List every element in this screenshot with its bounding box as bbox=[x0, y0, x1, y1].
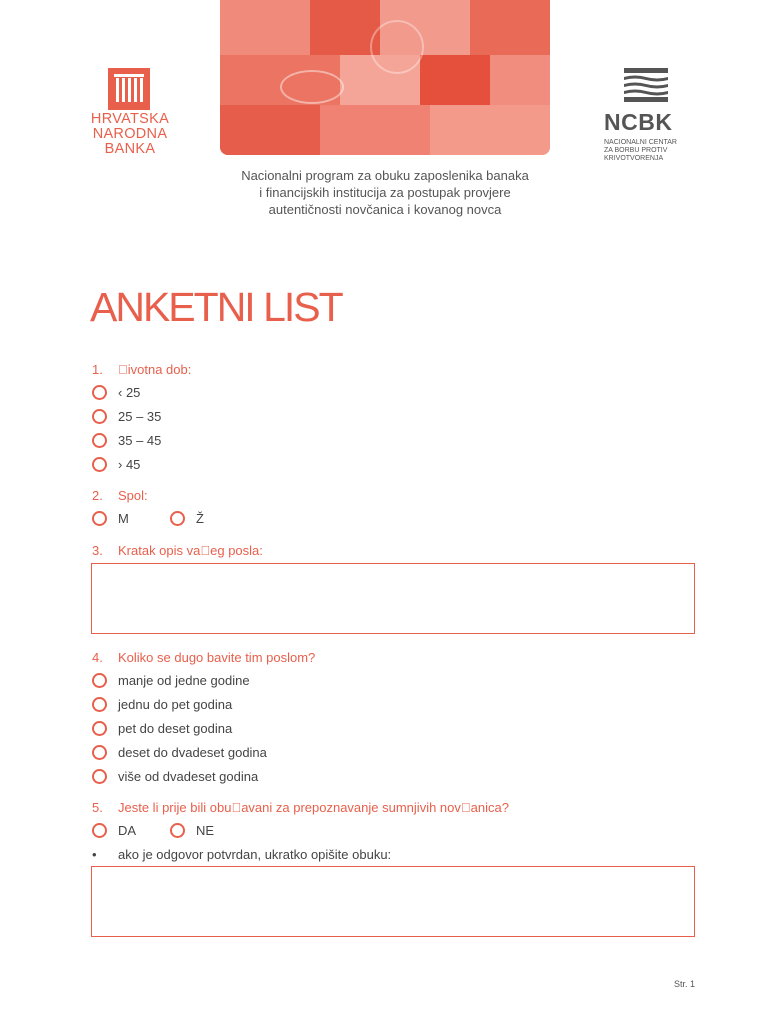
q4-option-2[interactable]: jednu do pet godina bbox=[92, 697, 232, 712]
radio-icon[interactable] bbox=[92, 511, 107, 526]
radio-icon[interactable] bbox=[92, 457, 107, 472]
hnb-name: HRVATSKA NARODNA BANKA bbox=[90, 111, 170, 157]
q5-followup: • ako je odgovor potvrdan, ukratko opišite obuku: bbox=[92, 847, 392, 862]
q2-option-z[interactable]: Ž bbox=[170, 511, 204, 526]
ncbk-logo bbox=[604, 68, 694, 163]
hnb-logo bbox=[86, 68, 196, 157]
q1-option-3[interactable]: 35 – 45 bbox=[92, 433, 161, 448]
radio-icon[interactable] bbox=[92, 721, 107, 736]
program-description: Nacionalni program za obuku zaposlenika banaka i financijskih institucija za postupak provjere autentičnosti novčanica i kovanog novca bbox=[241, 168, 529, 217]
training-description-field[interactable] bbox=[91, 866, 695, 937]
page-title: ANKETNI LIST bbox=[90, 284, 342, 330]
question-3: 3. Kratak opis va eg posla: bbox=[92, 543, 263, 558]
hnb-columns-icon bbox=[108, 68, 150, 110]
q4-option-1[interactable]: manje od jedne godine bbox=[92, 673, 250, 688]
radio-icon[interactable] bbox=[92, 823, 107, 838]
q4-option-5[interactable]: više od dvadeset godina bbox=[92, 769, 258, 784]
radio-icon[interactable] bbox=[92, 745, 107, 760]
job-description-field[interactable] bbox=[91, 563, 695, 634]
question-2: 2. Spol: bbox=[92, 488, 148, 503]
q2-option-m[interactable]: M bbox=[92, 511, 129, 526]
radio-icon[interactable] bbox=[92, 409, 107, 424]
q5-option-ne[interactable]: NE bbox=[170, 823, 214, 838]
question-1: 1.  ivotna dob: bbox=[92, 362, 192, 377]
radio-icon[interactable] bbox=[170, 823, 185, 838]
radio-icon[interactable] bbox=[170, 511, 185, 526]
q1-option-2[interactable]: 25 – 35 bbox=[92, 409, 161, 424]
radio-icon[interactable] bbox=[92, 433, 107, 448]
radio-icon[interactable] bbox=[92, 385, 107, 400]
q5-option-da[interactable]: DA bbox=[92, 823, 136, 838]
ncbk-title: NCBK bbox=[604, 109, 673, 135]
banknote-banner bbox=[220, 0, 550, 155]
q1-option-4[interactable]: › 45 bbox=[92, 457, 140, 472]
page-number: Str. 1 bbox=[673, 979, 695, 989]
radio-icon[interactable] bbox=[92, 769, 107, 784]
question-4: 4. Koliko se dugo bavite tim poslom? bbox=[92, 650, 316, 665]
q1-option-1[interactable]: ‹ 25 bbox=[92, 385, 140, 400]
ncbk-waves-icon bbox=[624, 68, 668, 102]
radio-icon[interactable] bbox=[92, 673, 107, 688]
radio-icon[interactable] bbox=[92, 697, 107, 712]
q4-option-4[interactable]: deset do dvadeset godina bbox=[92, 745, 267, 760]
ncbk-subtitle: NACIONALNI CENTAR ZA BORBU PROTIV KRIVOTVORENJA bbox=[604, 139, 677, 162]
question-5: 5. Jeste li prije bili obu avani za prepoznavanje sumnjivih nov anica? bbox=[92, 800, 509, 815]
q4-option-3[interactable]: pet do deset godina bbox=[92, 721, 232, 736]
